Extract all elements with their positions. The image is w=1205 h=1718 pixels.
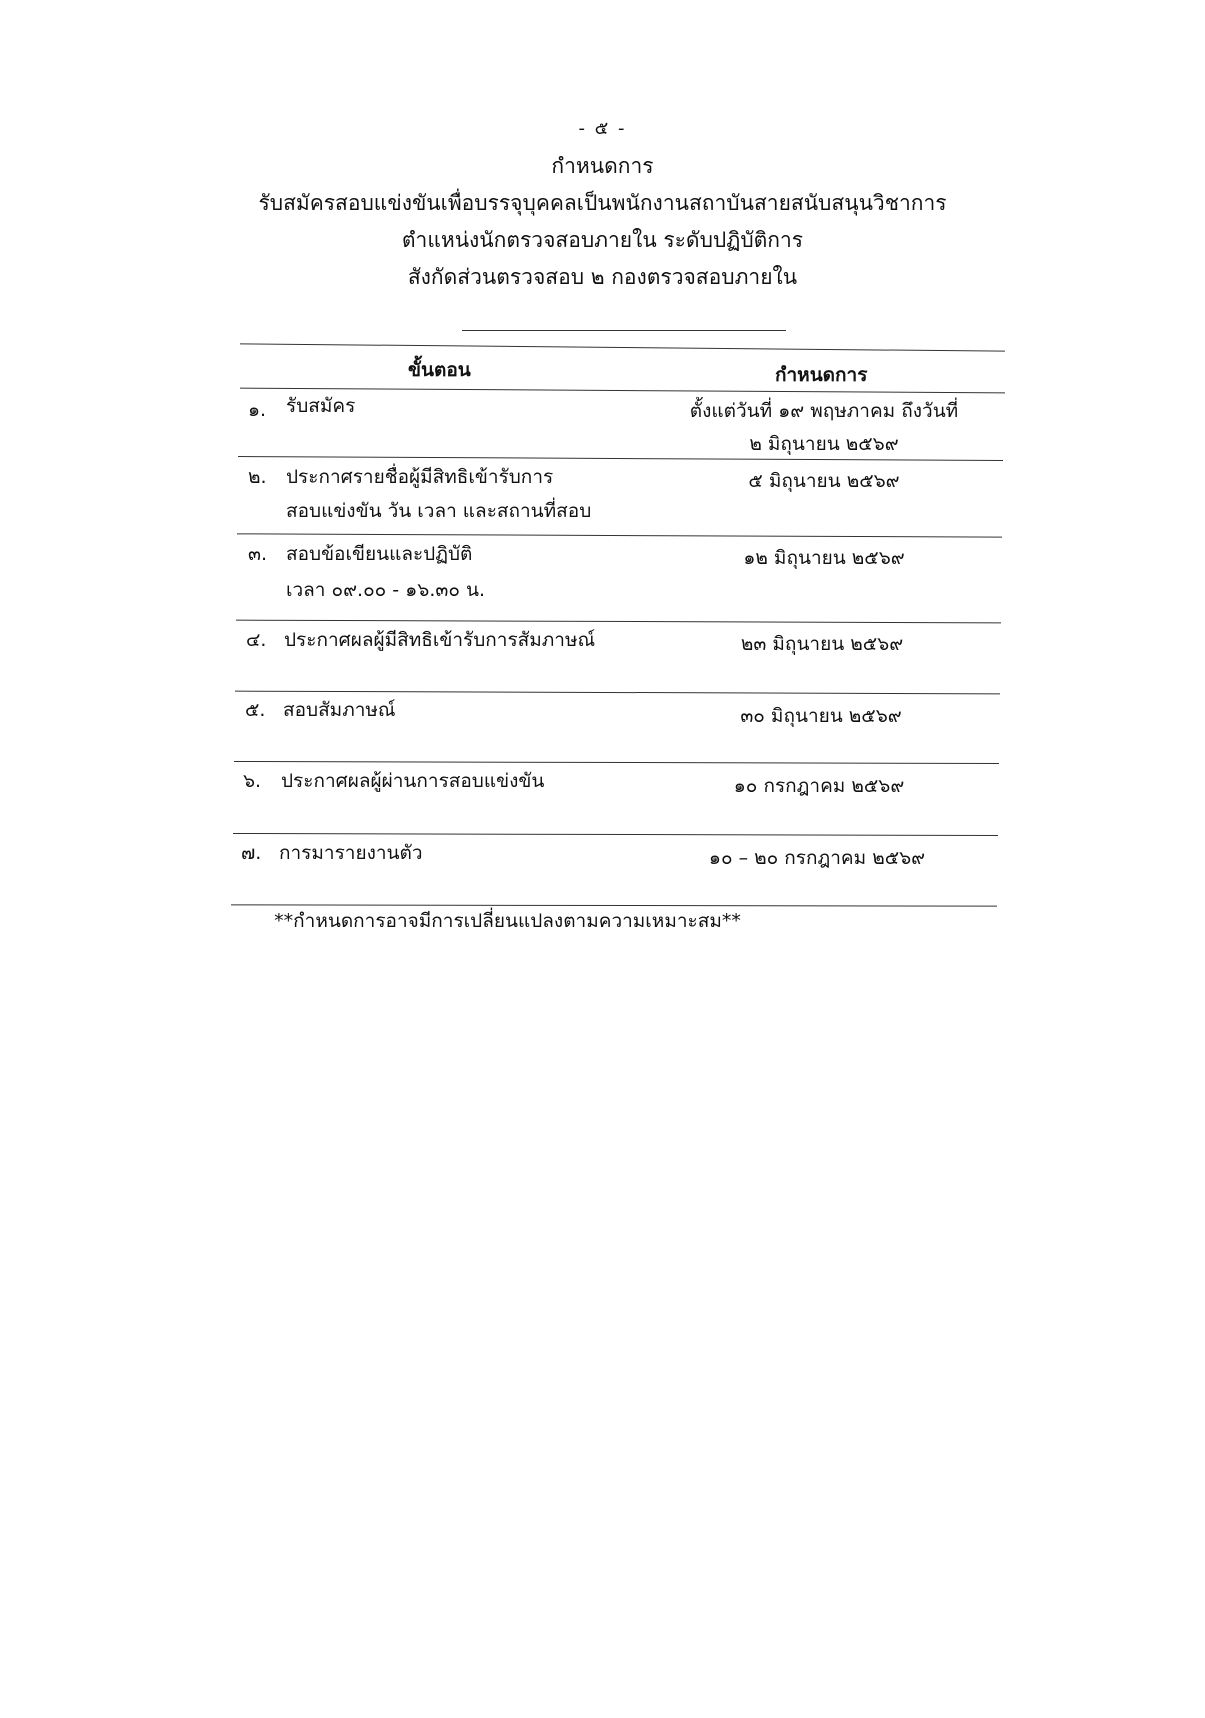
row-step: เวลา ๐๙.๐๐ - ๑๖.๓๐ น. xyxy=(286,579,486,601)
title-divider xyxy=(462,330,786,331)
row-number: ๑. xyxy=(248,399,267,421)
row-date: ๕ มิถุนายน ๒๕๖๙ xyxy=(748,470,900,492)
header-step: ขั้นตอน xyxy=(408,359,471,381)
row-number: ๒. xyxy=(248,466,267,488)
row-number: ๓. xyxy=(248,543,268,565)
title-line-1: กำหนดการ xyxy=(551,154,654,178)
title-line-4: สังกัดส่วนตรวจสอบ ๒ กองตรวจสอบภายใน xyxy=(407,265,798,289)
row-step: ประกาศผลผู้มีสิทธิเข้ารับการสัมภาษณ์ xyxy=(284,629,596,651)
row-step: สอบแข่งขัน วัน เวลา และสถานที่สอบ xyxy=(286,500,592,522)
row-number: ๖. xyxy=(243,770,262,792)
row-step: รับสมัคร xyxy=(286,395,356,417)
row-date: ๑๐ กรกฎาคม ๒๕๖๙ xyxy=(733,775,905,797)
title-line-2: รับสมัครสอบแข่งขันเพื่อบรรจุบุคคลเป็นพนักงานสถาบันสายสนับสนุนวิชาการ xyxy=(258,191,947,215)
row-rule-6 xyxy=(233,833,998,836)
row-step: สอบสัมภาษณ์ xyxy=(283,699,396,721)
row-step: ประกาศรายชื่อผู้มีสิทธิเข้ารับการ xyxy=(286,466,554,488)
row-step: การมารายงานตัว xyxy=(279,842,423,864)
document-title xyxy=(0,148,1205,296)
row-date: ๒๓ มิถุนายน ๒๕๖๙ xyxy=(740,633,904,655)
footnote: **กำหนดการอาจมีการเปลี่ยนแปลงตามความเหมาะสม** xyxy=(274,910,741,932)
row-step: สอบข้อเขียนและปฏิบัติ xyxy=(286,543,473,565)
row-step: ประกาศผลผู้ผ่านการสอบแข่งขัน xyxy=(281,770,545,792)
row-number: ๕. xyxy=(245,699,266,721)
table-top-rule xyxy=(240,343,1005,351)
row-date: ๑๐ – ๒๐ กรกฎาคม ๒๕๖๙ xyxy=(708,847,926,869)
row-rule-3 xyxy=(236,620,1001,624)
title-line-3: ตำแหน่งนักตรวจสอบภายใน ระดับปฏิบัติการ xyxy=(401,228,804,252)
page-number: - ๕ - xyxy=(578,118,627,139)
row-date: ๓๐ มิถุนายน ๒๕๖๙ xyxy=(740,705,902,727)
header-schedule: กำหนดการ xyxy=(775,364,868,386)
row-date: ๒ มิถุนายน ๒๕๖๙ xyxy=(749,433,899,455)
row-number: ๔. xyxy=(246,629,267,651)
row-date: ตั้งแต่วันที่ ๑๙ พฤษภาคม ถึงวันที่ xyxy=(689,400,959,422)
row-date: ๑๒ มิถุนายน ๒๕๖๙ xyxy=(743,547,905,569)
row-rule-5 xyxy=(234,761,999,764)
row-number: ๗. xyxy=(241,842,262,864)
